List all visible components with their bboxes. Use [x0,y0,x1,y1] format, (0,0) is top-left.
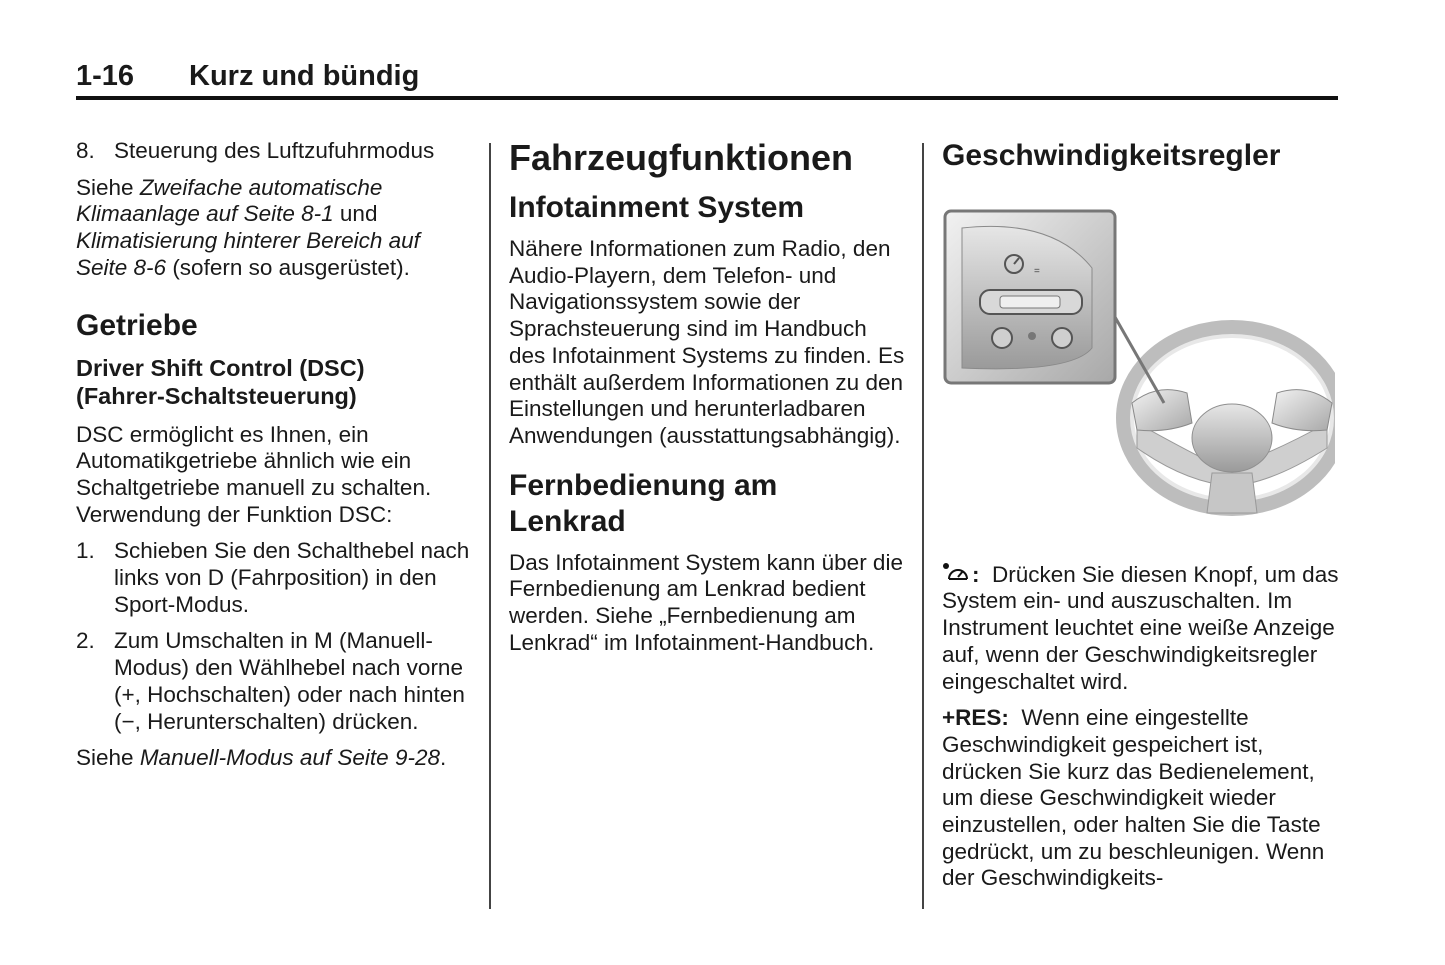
cruise-control-icon [942,562,972,584]
heading-dsc: Driver Shift Control (DSC) (Fahrer-Schaltsteuerung) [76,354,365,409]
page-header [76,56,1338,100]
link-zweifache-klimaanlage[interactable]: Zweifache automatische Klimaanlage auf Seite 8-1 [76,174,383,227]
cruise-onoff-text: : Drücken Sie diesen Knopf, um das System ein- und auszuschalten. Im Instrument leuchtet eine weiße Anzeige auf, wenn der Geschwindigkeitsregler eingeschaltet wird. [942,561,1339,694]
link-klimatisierung-hinten[interactable]: Klimatisierung hinterer Bereich auf Seite 8-6 [76,228,420,280]
infotainment-text: Nähere Informationen zum Radio, den Audio-Playern, dem Telefon- und Navigationssystem sowie der Sprachsteuerung sind im Handbuch des Infotainment Systems zu finden. Es enthält außerdem Informationen zu den Einstellungen und herunterladbaren Anwendungen (ausstattungsabhängig). [509,236,905,448]
page-number: 1-16 [76,60,135,92]
column-divider-right [922,143,924,909]
column-divider-left [489,143,491,909]
chapter-title: Kurz und bündig [189,60,420,92]
heading-fernbedienung: Fernbedienung am Lenkrad [509,468,778,538]
svg-text:=: = [1034,266,1040,277]
res-label: +RES: [942,705,1009,731]
column-right [942,138,1342,902]
heading-geschwindigkeitsregler: Geschwindigkeitsregler [942,139,1281,172]
see-also-manuell: Siehe Manuell-Modus auf Seite 9-28. [76,745,447,771]
res-text: +RES: Wenn eine eingestellte Geschwindigkeit gespeichert ist, drücken Sie kurz das Bedienelement, um diese Geschwindigkeit wieder einzustellen, oder halten Sie die Taste gedrückt, um zu beschleunigen. Wenn der Geschwindigkeits- [942,705,1325,891]
column-left [76,138,476,782]
list-item: 2. Zum Umschalten in M (Manuell-Modus) den Wählhebel nach vorne (+, Hochschalten) oder nach hinten (−, Herunterschalten) drücken. [76,628,465,734]
dsc-intro: DSC ermöglicht es Ihnen, ein Automatikgetriebe ähnlich wie ein Schaltgetriebe manuell zu schalten. Verwendung der Funktion DSC: [76,421,432,527]
fernbedienung-text: Das Infotainment System kann über die Fernbedienung am Lenkrad bedient werden. Siehe „Fernbedienung am Lenkrad“ im Infotainment-Handbuch. [509,549,903,655]
link-manuell-modus[interactable]: Manuell-Modus auf Seite 9-28 [139,745,440,771]
steering-wheel-controls-illustration [942,208,1335,523]
list-item: 1. Schieben Sie den Schalthebel nach links von D (Fahrposition) in den Sport-Modus. [76,538,470,617]
heading-infotainment: Infotainment System [509,191,805,224]
heading-getriebe: Getriebe [76,308,198,342]
list-item: 8. Steuerung des Luftzufuhrmodus [76,138,435,163]
see-also-climate: Siehe Zweifache automatische Klimaanlage auf Seite 8-1 und Klimatisierung hinterer Bereich auf Seite 8-6 (sofern so ausgerüstet). [76,174,420,280]
heading-fahrzeugfunktionen: Fahrzeugfunktionen [509,137,853,178]
column-middle [509,138,909,666]
